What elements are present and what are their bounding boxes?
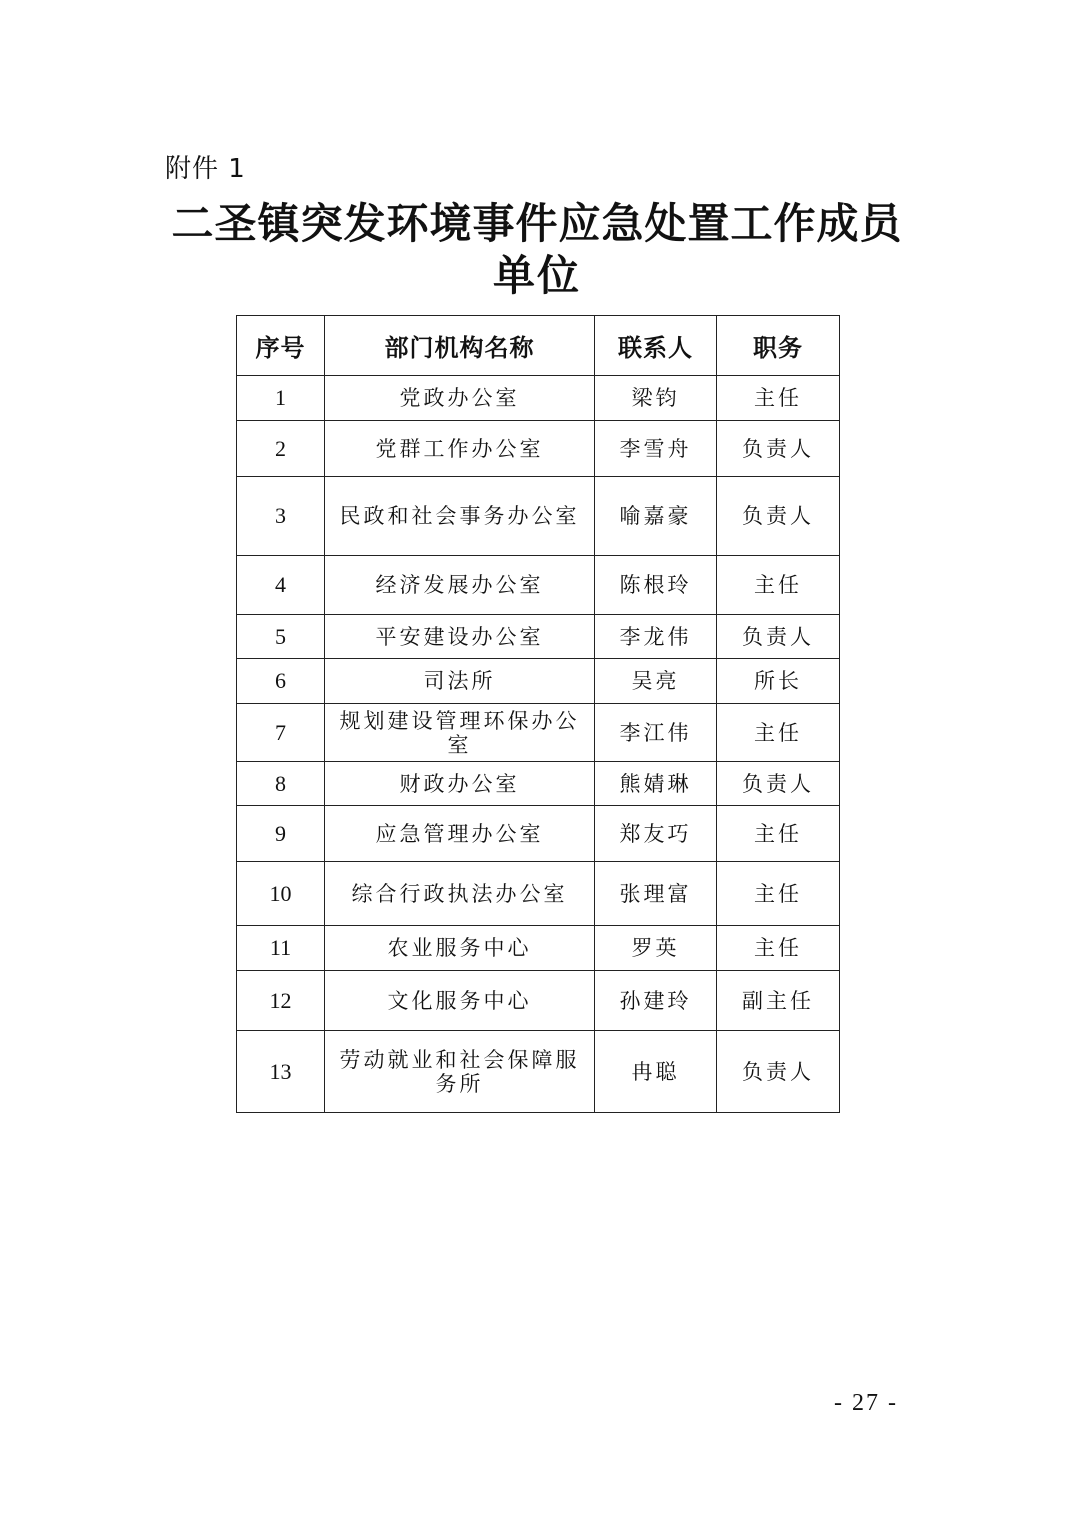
table-row xyxy=(237,762,840,806)
row-seq: 7 xyxy=(237,704,325,762)
row-seq: 9 xyxy=(237,806,325,862)
row-department: 农业服务中心 xyxy=(325,926,595,971)
column-header-seq: 序号 xyxy=(237,316,325,376)
row-position: 主任 xyxy=(717,862,840,926)
table-row xyxy=(237,556,840,615)
table-row xyxy=(237,862,840,926)
row-seq: 10 xyxy=(237,862,325,926)
row-contact: 张理富 xyxy=(595,862,717,926)
row-seq: 11 xyxy=(237,926,325,971)
row-contact: 喻嘉豪 xyxy=(595,477,717,556)
column-header-position: 职务 xyxy=(717,316,840,376)
row-department: 经济发展办公室 xyxy=(325,556,595,615)
table-row xyxy=(237,659,840,704)
document-title-line-1: 二圣镇突发环境事件应急处置工作成员 xyxy=(171,199,903,248)
attachment-label: 附件 1 xyxy=(165,154,246,184)
row-contact: 李雪舟 xyxy=(595,421,717,477)
row-contact: 陈根玲 xyxy=(595,556,717,615)
row-seq: 2 xyxy=(237,421,325,477)
row-position: 所长 xyxy=(717,659,840,704)
table-row xyxy=(237,421,840,477)
row-seq: 5 xyxy=(237,615,325,659)
row-contact: 孙建玲 xyxy=(595,971,717,1031)
row-department: 民政和社会事务办公室 xyxy=(325,477,595,556)
row-contact: 李江伟 xyxy=(595,704,717,762)
row-seq: 1 xyxy=(237,376,325,421)
row-contact: 冉聪 xyxy=(595,1031,717,1113)
row-position: 负责人 xyxy=(717,1031,840,1113)
row-position: 主任 xyxy=(717,704,840,762)
row-contact: 李龙伟 xyxy=(595,615,717,659)
row-seq: 8 xyxy=(237,762,325,806)
table-row xyxy=(237,376,840,421)
row-department: 综合行政执法办公室 xyxy=(325,862,595,926)
table-row xyxy=(237,971,840,1031)
table-row xyxy=(237,704,840,762)
member-units-table xyxy=(236,315,840,1113)
table-row xyxy=(237,926,840,971)
row-department: 财政办公室 xyxy=(325,762,595,806)
table-row xyxy=(237,477,840,556)
row-position: 主任 xyxy=(717,376,840,421)
table-row xyxy=(237,615,840,659)
document-title-line-2: 单位 xyxy=(492,251,581,300)
row-contact: 郑友巧 xyxy=(595,806,717,862)
row-department: 劳动就业和社会保障服务所 xyxy=(325,1031,595,1113)
row-department: 司法所 xyxy=(325,659,595,704)
row-seq: 12 xyxy=(237,971,325,1031)
page-number: - 27 - xyxy=(834,1390,898,1416)
row-department: 应急管理办公室 xyxy=(325,806,595,862)
row-position: 负责人 xyxy=(717,477,840,556)
table-header-row xyxy=(237,316,840,376)
column-header-department: 部门机构名称 xyxy=(325,316,595,376)
row-contact: 吴亮 xyxy=(595,659,717,704)
row-seq: 6 xyxy=(237,659,325,704)
row-contact: 梁钧 xyxy=(595,376,717,421)
row-seq: 3 xyxy=(237,477,325,556)
row-position: 负责人 xyxy=(717,421,840,477)
row-position: 副主任 xyxy=(717,971,840,1031)
row-department: 党群工作办公室 xyxy=(325,421,595,477)
row-position: 主任 xyxy=(717,926,840,971)
table-row xyxy=(237,806,840,862)
row-position: 主任 xyxy=(717,556,840,615)
row-seq: 4 xyxy=(237,556,325,615)
row-seq: 13 xyxy=(237,1031,325,1113)
column-header-contact: 联系人 xyxy=(595,316,717,376)
row-department: 文化服务中心 xyxy=(325,971,595,1031)
row-contact: 熊婧琳 xyxy=(595,762,717,806)
row-department: 规划建设管理环保办公室 xyxy=(325,704,595,762)
row-department: 平安建设办公室 xyxy=(325,615,595,659)
table-row xyxy=(237,1031,840,1113)
row-position: 负责人 xyxy=(717,762,840,806)
row-contact: 罗英 xyxy=(595,926,717,971)
row-department: 党政办公室 xyxy=(325,376,595,421)
row-position: 负责人 xyxy=(717,615,840,659)
row-position: 主任 xyxy=(717,806,840,862)
